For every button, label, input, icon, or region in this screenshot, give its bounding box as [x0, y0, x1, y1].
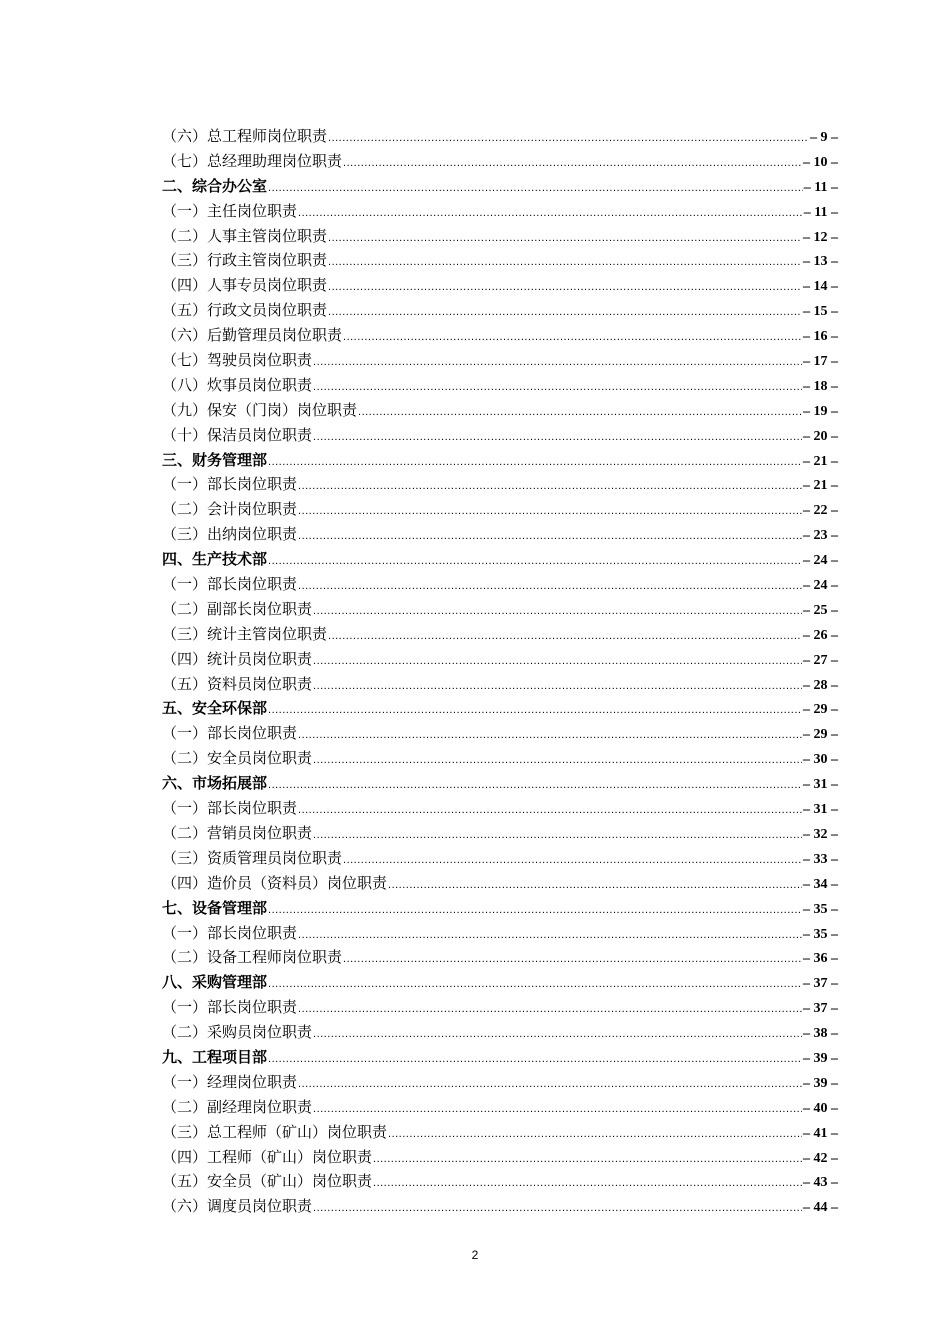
toc-entry[interactable] [162, 199, 838, 224]
toc-entry[interactable] [162, 273, 838, 298]
toc-entry-page: – 10 – [803, 154, 838, 170]
toc-entry[interactable] [162, 1070, 838, 1095]
toc-entry[interactable] [162, 1194, 838, 1219]
dot-leader [268, 972, 802, 997]
toc-entry-title: （四）人事专员岗位职责 [162, 276, 328, 295]
dot-leader [298, 923, 802, 948]
toc-entry-page: – 36 – [803, 951, 838, 967]
toc-entry-page: – 39 – [803, 1075, 838, 1091]
toc-section-entry[interactable] [162, 448, 838, 473]
dot-leader [313, 649, 802, 674]
toc-entry-page: – 37 – [803, 1001, 838, 1017]
toc-entry-page: – 29 – [803, 727, 838, 743]
toc-entry[interactable] [162, 597, 838, 622]
toc-entry-page: – 35 – [803, 926, 838, 942]
toc-entry-page: – 40 – [803, 1100, 838, 1116]
toc-entry[interactable] [162, 348, 838, 373]
toc-entry-title: （四）统计员岗位职责 [162, 649, 313, 668]
toc-entry[interactable] [162, 1095, 838, 1120]
toc-entry-title: 二、综合办公室 [162, 176, 268, 195]
toc-entry-page: – 32 – [803, 826, 838, 842]
dot-leader [328, 126, 809, 151]
toc-entry-page: – 21 – [803, 453, 838, 469]
toc-section-entry[interactable] [162, 970, 838, 995]
toc-entry[interactable] [162, 1120, 838, 1145]
toc-section-entry[interactable] [162, 771, 838, 796]
toc-entry-page: – 24 – [803, 578, 838, 594]
toc-entry[interactable] [162, 572, 838, 597]
dot-leader [313, 425, 802, 450]
dot-leader [268, 549, 802, 574]
toc-entry-title: 五、安全环保部 [162, 699, 268, 718]
toc-entry-page: – 20 – [803, 428, 838, 444]
toc-entry-title: （二）人事主管岗位职责 [162, 226, 328, 245]
toc-entry-page: – 30 – [803, 752, 838, 768]
dot-leader [298, 798, 802, 823]
dot-leader [313, 599, 802, 624]
toc-entry[interactable] [162, 746, 838, 771]
toc-entry-page: – 27 – [803, 652, 838, 668]
toc-entry-page: – 23 – [803, 528, 838, 544]
toc-entry-page: – 15 – [803, 304, 838, 320]
dot-leader [388, 873, 802, 898]
toc-entry-page: – 31 – [803, 802, 838, 818]
toc-entry-title: （六）调度员岗位职责 [162, 1197, 313, 1216]
dot-leader [328, 624, 802, 649]
toc-entry[interactable] [162, 672, 838, 697]
dot-leader [373, 1147, 802, 1172]
toc-entry-title: （二）会计岗位职责 [162, 500, 298, 519]
toc-entry-title: （八）炊事员岗位职责 [162, 375, 313, 394]
toc-section-entry[interactable] [162, 896, 838, 921]
toc-entry[interactable] [162, 871, 838, 896]
toc-entry[interactable] [162, 149, 838, 174]
toc-entry-title: （十）保洁员岗位职责 [162, 425, 313, 444]
dot-leader [298, 474, 802, 499]
toc-entry[interactable] [162, 472, 838, 497]
toc-entry-page: – 35 – [803, 901, 838, 917]
dot-leader [343, 325, 802, 350]
toc-section-entry[interactable] [162, 1045, 838, 1070]
toc-entry[interactable] [162, 821, 838, 846]
table-of-contents [162, 124, 838, 1219]
dot-leader [328, 250, 802, 275]
dot-leader [373, 1171, 802, 1196]
toc-entry-page: – 21 – [803, 478, 838, 494]
toc-entry[interactable] [162, 298, 838, 323]
toc-entry-title: （二）副经理岗位职责 [162, 1097, 313, 1116]
toc-entry-page: – 16 – [803, 329, 838, 345]
toc-entry-page: – 25 – [803, 602, 838, 618]
toc-entry[interactable] [162, 622, 838, 647]
toc-entry-page: – 24 – [803, 553, 838, 569]
dot-leader [313, 823, 802, 848]
dot-leader [313, 674, 802, 699]
toc-entry-title: （二）设备工程师岗位职责 [162, 948, 343, 967]
dot-leader [343, 848, 802, 873]
toc-entry-page: – 38 – [803, 1026, 838, 1042]
toc-entry[interactable] [162, 323, 838, 348]
dot-leader [268, 773, 802, 798]
toc-entry-page: – 31 – [803, 777, 838, 793]
toc-entry-page: – 19 – [803, 403, 838, 419]
toc-entry-title: （五）资料员岗位职责 [162, 674, 313, 693]
toc-entry[interactable] [162, 1145, 838, 1170]
toc-entry-title: 三、财务管理部 [162, 450, 268, 469]
toc-entry-title: （六）总工程师岗位职责 [162, 127, 328, 145]
toc-entry[interactable] [162, 224, 838, 249]
toc-entry-page: – 29 – [803, 702, 838, 718]
page-number: 2 [471, 1248, 479, 1262]
toc-entry-title: （四）造价员（资料员）岗位职责 [162, 873, 388, 892]
toc-entry-page: – 39 – [803, 1050, 838, 1066]
dot-leader [298, 574, 802, 599]
dot-leader [298, 201, 803, 226]
toc-entry-page: – 18 – [803, 378, 838, 394]
toc-entry-title: （一）部长岗位职责 [162, 799, 298, 818]
toc-entry[interactable] [162, 248, 838, 273]
dot-leader [268, 698, 802, 723]
dot-leader [298, 723, 802, 748]
dot-leader [268, 450, 802, 475]
toc-entry[interactable] [162, 995, 838, 1020]
toc-section-entry[interactable] [162, 174, 838, 199]
toc-entry-title: （五）行政文员岗位职责 [162, 301, 328, 320]
toc-entry-title: （一）主任岗位职责 [162, 201, 298, 220]
toc-entry[interactable] [162, 846, 838, 871]
dot-leader [313, 350, 802, 375]
toc-entry[interactable] [162, 1020, 838, 1045]
toc-entry-title: （二）副部长岗位职责 [162, 599, 313, 618]
toc-entry[interactable] [162, 945, 838, 970]
toc-entry-title: （七）总经理助理岗位职责 [162, 151, 343, 170]
dot-leader [298, 524, 802, 549]
toc-entry-title: （七）驾驶员岗位职责 [162, 351, 313, 370]
toc-entry[interactable] [162, 124, 838, 149]
toc-entry-page: – 9 – [810, 130, 838, 145]
dot-leader [268, 1047, 802, 1072]
toc-entry-page: – 44 – [803, 1200, 838, 1216]
dot-leader [313, 1196, 802, 1221]
toc-entry-page: – 42 – [803, 1150, 838, 1166]
toc-entry-page: – 43 – [803, 1175, 838, 1191]
toc-entry[interactable] [162, 1169, 838, 1194]
toc-entry-title: （三）出纳岗位职责 [162, 525, 298, 544]
toc-entry-title: 四、生产技术部 [162, 550, 268, 569]
dot-leader [313, 1097, 802, 1122]
toc-entry[interactable] [162, 647, 838, 672]
toc-entry[interactable] [162, 796, 838, 821]
dot-leader [298, 499, 802, 524]
toc-entry-title: （九）保安（门岗）岗位职责 [162, 400, 358, 419]
toc-entry[interactable] [162, 522, 838, 547]
toc-entry-page: – 17 – [803, 354, 838, 370]
toc-entry-title: （二）采购员岗位职责 [162, 1023, 313, 1042]
toc-entry-title: （六）后勤管理员岗位职责 [162, 326, 343, 345]
dot-leader [328, 300, 802, 325]
toc-entry-title: （一）部长岗位职责 [162, 998, 298, 1017]
dot-leader [298, 1072, 802, 1097]
toc-entry-title: （一）部长岗位职责 [162, 575, 298, 594]
dot-leader [388, 1122, 802, 1147]
toc-entry-page: – 33 – [803, 851, 838, 867]
toc-entry-page: – 11 – [803, 204, 838, 220]
toc-entry-title: 七、设备管理部 [162, 898, 268, 917]
toc-entry[interactable] [162, 398, 838, 423]
toc-entry-title: （二）营销员岗位职责 [162, 823, 313, 842]
dot-leader [313, 1022, 802, 1047]
dot-leader [313, 375, 802, 400]
toc-entry-title: （五）安全员（矿山）岗位职责 [162, 1172, 373, 1191]
toc-entry-page: – 22 – [803, 503, 838, 519]
dot-leader [343, 151, 802, 176]
toc-entry-title: （一）部长岗位职责 [162, 923, 298, 942]
toc-section-entry[interactable] [162, 696, 838, 721]
toc-entry-title: （三）总工程师（矿山）岗位职责 [162, 1122, 388, 1141]
toc-entry-title: 九、工程项目部 [162, 1047, 268, 1066]
toc-entry[interactable] [162, 497, 838, 522]
toc-entry-title: （四）工程师（矿山）岗位职责 [162, 1147, 373, 1166]
toc-entry-page: – 28 – [803, 677, 838, 693]
toc-entry-title: （三）统计主管岗位职责 [162, 624, 328, 643]
toc-entry-title: 八、采购管理部 [162, 973, 268, 992]
toc-entry-title: （一）经理岗位职责 [162, 1072, 298, 1091]
toc-entry-title: （二）安全员岗位职责 [162, 749, 313, 768]
toc-entry-title: 六、市场拓展部 [162, 774, 268, 793]
toc-entry-page: – 34 – [803, 876, 838, 892]
toc-entry[interactable] [162, 423, 838, 448]
dot-leader [328, 275, 802, 300]
dot-leader [268, 176, 803, 201]
toc-section-entry[interactable] [162, 547, 838, 572]
dot-leader [328, 226, 802, 251]
toc-entry-page: – 14 – [803, 279, 838, 295]
toc-entry[interactable] [162, 373, 838, 398]
toc-entry-page: – 13 – [803, 254, 838, 270]
dot-leader [298, 997, 802, 1022]
toc-entry-page: – 41 – [803, 1125, 838, 1141]
toc-entry-page: – 26 – [803, 627, 838, 643]
toc-entry[interactable] [162, 721, 838, 746]
toc-entry-title: （一）部长岗位职责 [162, 724, 298, 743]
dot-leader [268, 898, 802, 923]
toc-entry-title: （三）行政主管岗位职责 [162, 251, 328, 270]
toc-entry-page: – 37 – [803, 976, 838, 992]
toc-entry-title: （一）部长岗位职责 [162, 475, 298, 494]
dot-leader [343, 947, 802, 972]
toc-entry[interactable] [162, 921, 838, 946]
dot-leader [313, 748, 802, 773]
dot-leader [358, 400, 802, 425]
toc-entry-page: – 11 – [803, 179, 838, 195]
toc-entry-title: （三）资质管理员岗位职责 [162, 848, 343, 867]
toc-entry-page: – 12 – [803, 229, 838, 245]
